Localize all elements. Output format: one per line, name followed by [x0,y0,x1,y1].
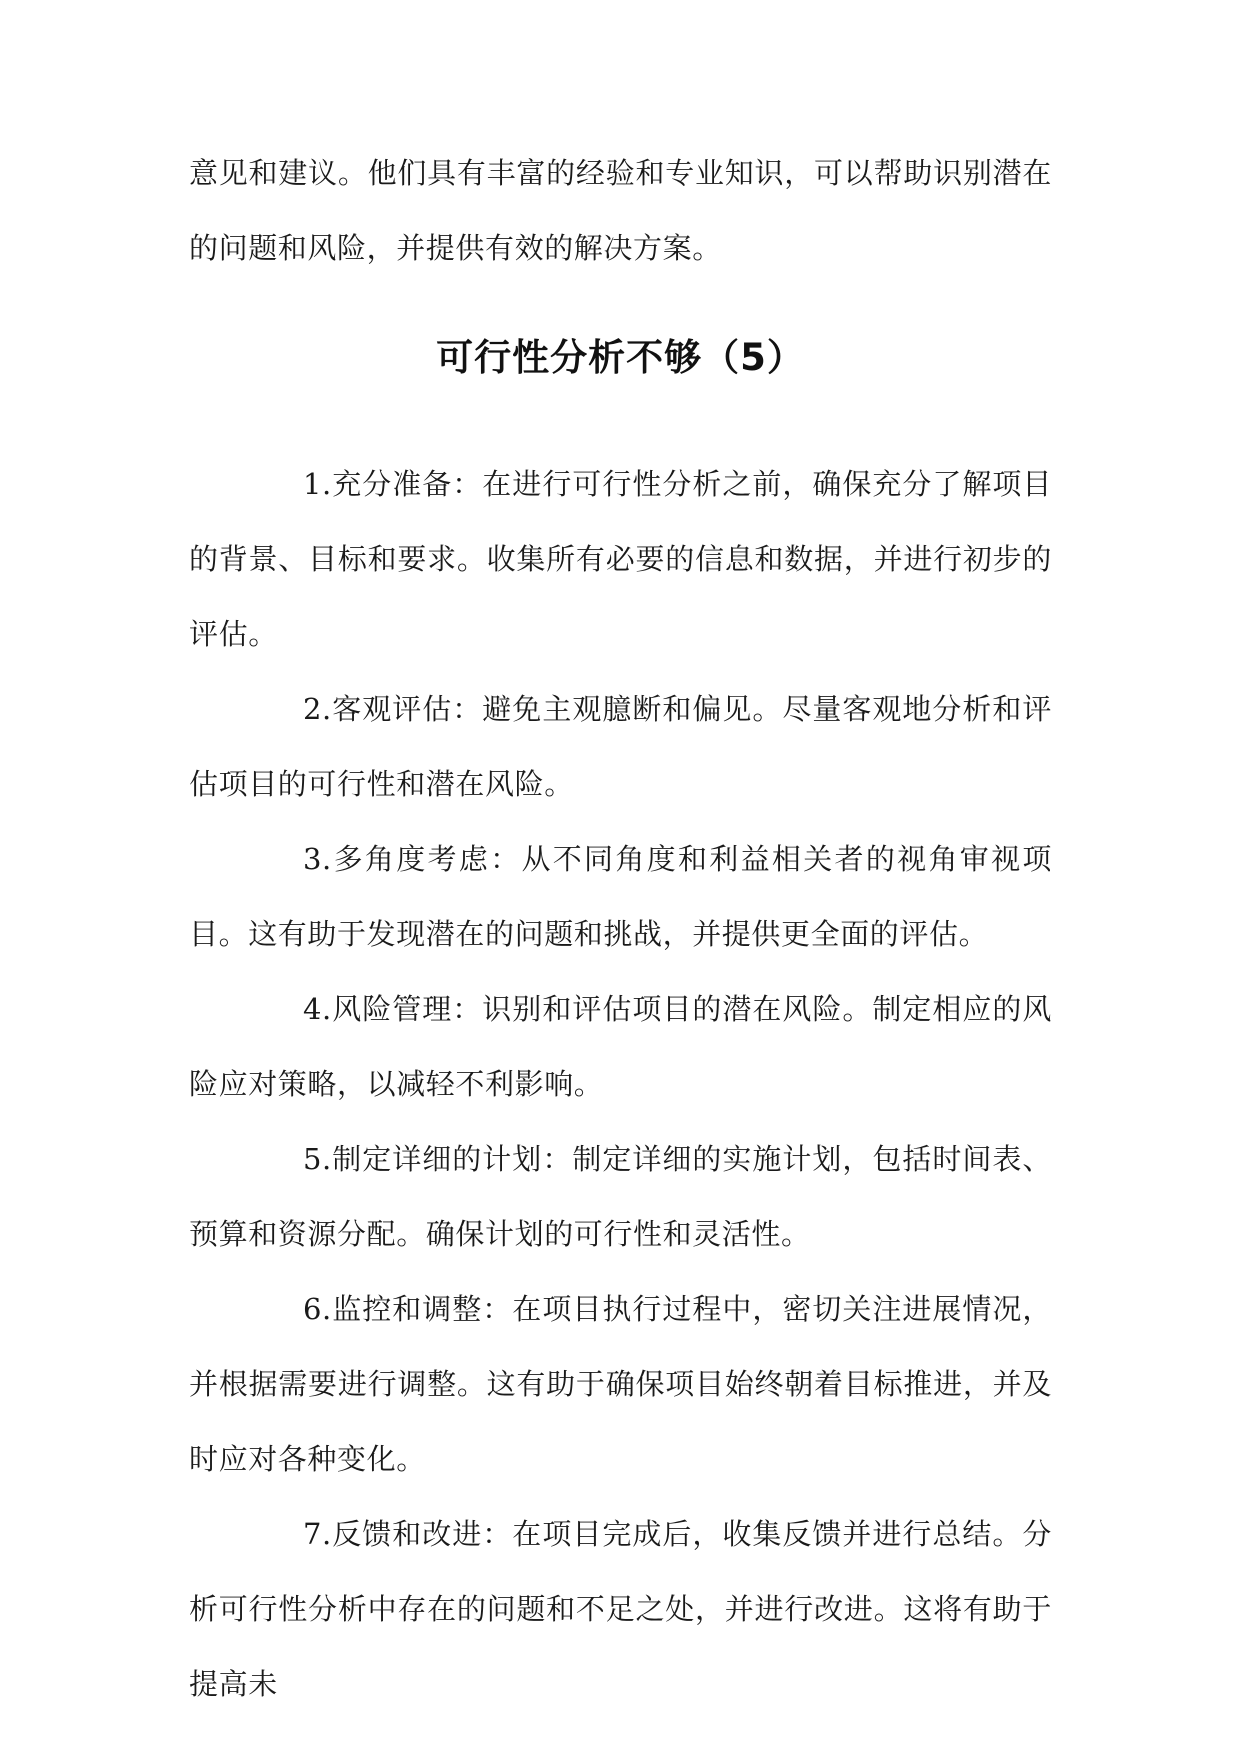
list-item-number: 4. [303,992,332,1026]
list-item [189,447,1052,672]
intro-section [189,136,1052,286]
list-item-text: 风险管理：识别和评估项目的潜在风险。制定相应的风险应对策略，以减轻不利影响。 [189,992,1052,1101]
list-item-number: 7. [303,1517,332,1551]
list-item-text: 监控和调整：在项目执行过程中，密切关注进展情况，并根据需要进行调整。这有助于确保项目始终朝着目标推进，并及时应对各种变化。 [189,1292,1052,1476]
list-item-number: 2. [303,692,332,726]
list-item [189,1497,1052,1722]
list-item [189,822,1052,972]
list-item-number: 3. [303,842,332,876]
list-item-text: 多角度考虑：从不同角度和利益相关者的视角审视项目。这有助于发现潜在的问题和挑战，并提供更全面的评估。 [189,842,1052,951]
list-item-number: 5. [303,1142,332,1176]
list-item [189,1122,1052,1272]
list-item-text: 制定详细的计划：制定详细的实施计划，包括时间表、预算和资源分配。确保计划的可行性和灵活性。 [189,1142,1052,1251]
list-item-text: 客观评估：避免主观臆断和偏见。尽量客观地分析和评估项目的可行性和潜在风险。 [189,692,1052,801]
intro-paragraph: 意见和建议。他们具有丰富的经验和专业知识，可以帮助识别潜在的问题和风险，并提供有效的解决方案。 [189,156,1052,265]
list-item-text: 反馈和改进：在项目完成后，收集反馈并进行总结。分析可行性分析中存在的问题和不足之处，并进行改进。这将有助于提高未 [189,1517,1052,1701]
list-item [189,972,1052,1122]
recommendation-list [189,447,1052,1722]
list-item-number: 6. [303,1292,332,1326]
list-item-number: 1. [303,467,332,501]
list-item [189,1272,1052,1497]
section-heading: 可行性分析不够（5） [436,336,805,379]
list-item-text: 充分准备：在进行可行性分析之前，确保充分了解项目的背景、目标和要求。收集所有必要的信息和数据，并进行初步的评估。 [189,467,1052,651]
list-item [189,672,1052,822]
